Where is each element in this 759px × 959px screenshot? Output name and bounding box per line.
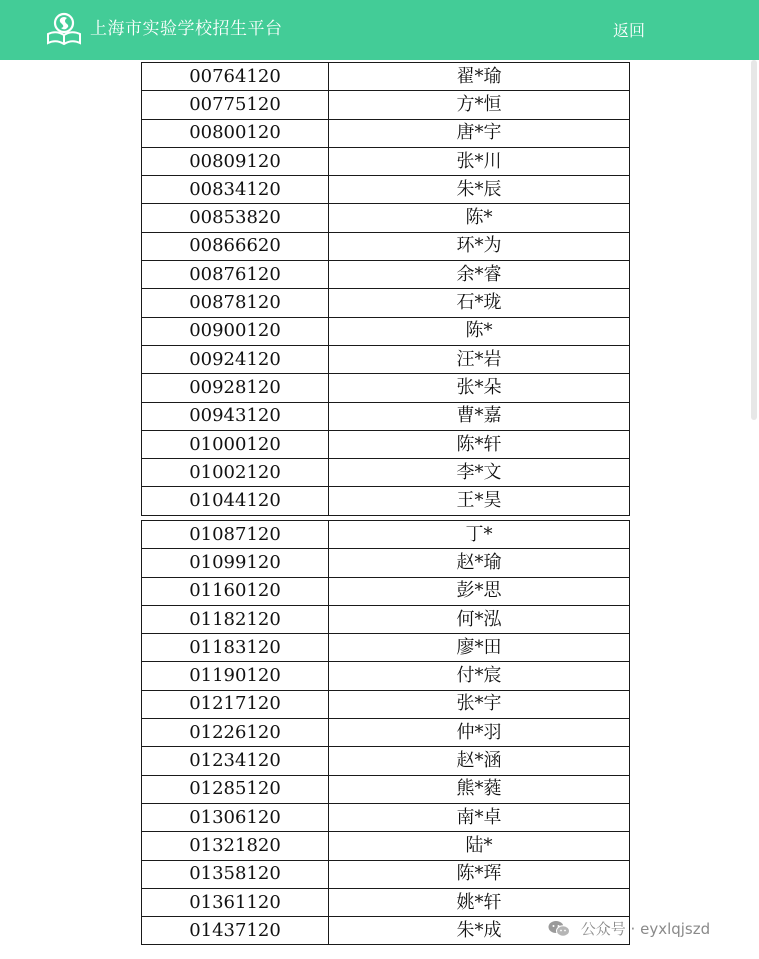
table-row	[142, 549, 630, 577]
admission-code-cell: 01190120	[142, 662, 329, 690]
table-row	[142, 521, 630, 549]
admission-table-block-2	[141, 520, 630, 945]
table-row	[142, 345, 630, 373]
admission-code-cell: 00866620	[142, 232, 329, 260]
scrollbar-thumb[interactable]	[751, 60, 757, 420]
table-row	[142, 487, 630, 515]
student-name-cell: 张*朵	[329, 374, 630, 402]
table-row	[142, 775, 630, 803]
admission-code-cell: 00834120	[142, 176, 329, 204]
student-name-cell: 赵*涵	[329, 747, 630, 775]
student-name-cell: 陈*	[329, 204, 630, 232]
admission-code-cell: 01321820	[142, 832, 329, 860]
student-name-cell: 朱*成	[329, 917, 630, 945]
student-name-cell: 陆*	[329, 832, 630, 860]
watermark	[548, 918, 710, 940]
table-row	[142, 176, 630, 204]
admission-code-cell: 01002120	[142, 459, 329, 487]
admission-code-cell: 00943120	[142, 402, 329, 430]
student-name-cell: 南*卓	[329, 803, 630, 831]
admission-code-cell: 01285120	[142, 775, 329, 803]
student-name-cell: 丁*	[329, 521, 630, 549]
table-row	[142, 91, 630, 119]
table-row	[142, 261, 630, 289]
student-name-cell: 张*川	[329, 147, 630, 175]
student-name-cell: 廖*田	[329, 634, 630, 662]
school-book-icon	[45, 12, 83, 46]
student-name-cell: 王*昊	[329, 487, 630, 515]
admission-code-cell: 01099120	[142, 549, 329, 577]
table-row	[142, 289, 630, 317]
student-name-cell: 陈*	[329, 317, 630, 345]
admission-code-cell: 01217120	[142, 690, 329, 718]
admission-code-cell: 00764120	[142, 63, 329, 91]
table-row	[142, 402, 630, 430]
table-row	[142, 430, 630, 458]
table-row	[142, 63, 630, 91]
admission-code-cell: 01182120	[142, 605, 329, 633]
table-row	[142, 317, 630, 345]
table-row	[142, 232, 630, 260]
student-name-cell: 余*睿	[329, 261, 630, 289]
admission-code-cell: 01306120	[142, 803, 329, 831]
table-row	[142, 605, 630, 633]
admission-code-cell: 01087120	[142, 521, 329, 549]
student-name-cell: 翟*瑜	[329, 63, 630, 91]
admission-code-cell: 01437120	[142, 917, 329, 945]
admission-code-cell: 01234120	[142, 747, 329, 775]
admission-code-cell: 01000120	[142, 430, 329, 458]
student-name-cell: 赵*瑜	[329, 549, 630, 577]
student-name-cell: 熊*蕤	[329, 775, 630, 803]
admission-code-cell: 01361120	[142, 888, 329, 916]
admission-code-cell: 00809120	[142, 147, 329, 175]
student-name-cell: 曹*嘉	[329, 402, 630, 430]
table-row	[142, 662, 630, 690]
table-row	[142, 119, 630, 147]
table-row	[142, 888, 630, 916]
table-row	[142, 832, 630, 860]
page-title: 上海市实验学校招生平台	[90, 19, 283, 39]
app-header	[0, 0, 759, 60]
table-row	[142, 747, 630, 775]
student-name-cell: 环*为	[329, 232, 630, 260]
table-row	[142, 803, 630, 831]
admission-code-cell: 00928120	[142, 374, 329, 402]
back-button[interactable]: 返回	[613, 21, 646, 40]
admission-code-cell: 01160120	[142, 577, 329, 605]
table-row	[142, 690, 630, 718]
student-name-cell: 陈*轩	[329, 430, 630, 458]
admission-code-cell: 00900120	[142, 317, 329, 345]
student-name-cell: 何*泓	[329, 605, 630, 633]
student-name-cell: 陈*珲	[329, 860, 630, 888]
wechat-icon	[548, 920, 570, 938]
student-name-cell: 石*珑	[329, 289, 630, 317]
table-row	[142, 860, 630, 888]
admission-code-cell: 00775120	[142, 91, 329, 119]
admission-code-cell: 00876120	[142, 261, 329, 289]
admission-code-cell: 00853820	[142, 204, 329, 232]
student-name-cell: 张*宇	[329, 690, 630, 718]
student-name-cell: 彭*思	[329, 577, 630, 605]
table-row	[142, 147, 630, 175]
student-name-cell: 唐*宇	[329, 119, 630, 147]
student-name-cell: 方*恒	[329, 91, 630, 119]
admission-code-cell: 01358120	[142, 860, 329, 888]
admission-code-cell: 00800120	[142, 119, 329, 147]
student-name-cell: 朱*辰	[329, 176, 630, 204]
admission-code-cell: 01226120	[142, 719, 329, 747]
admission-code-cell: 00878120	[142, 289, 329, 317]
table-row	[142, 204, 630, 232]
table-row	[142, 459, 630, 487]
student-name-cell: 付*宸	[329, 662, 630, 690]
table-row	[142, 577, 630, 605]
admission-code-cell: 01183120	[142, 634, 329, 662]
table-row	[142, 634, 630, 662]
student-name-cell: 仲*羽	[329, 719, 630, 747]
table-row	[142, 374, 630, 402]
student-name-cell: 李*文	[329, 459, 630, 487]
student-name-cell: 汪*岩	[329, 345, 630, 373]
table-row	[142, 719, 630, 747]
student-name-cell: 姚*轩	[329, 888, 630, 916]
watermark-text: 公众号 · eyxlqjszd	[580, 920, 711, 938]
admission-code-cell: 00924120	[142, 345, 329, 373]
admission-table-block-1	[141, 62, 630, 516]
admission-code-cell: 01044120	[142, 487, 329, 515]
